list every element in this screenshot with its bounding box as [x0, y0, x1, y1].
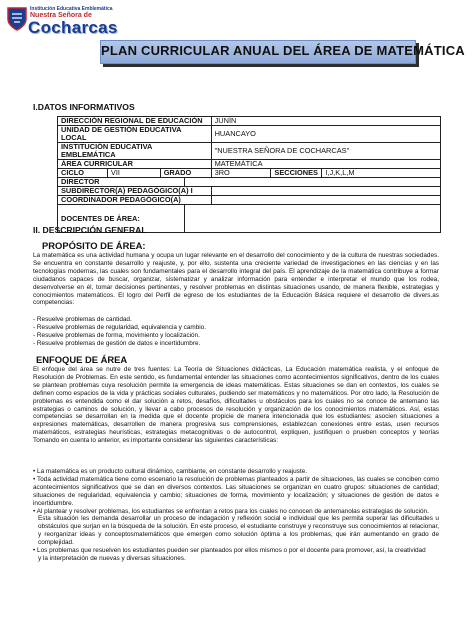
subdirector-label: SUBDIRECTOR(A) PEDAGÓGICO(A) I [58, 187, 212, 196]
secciones-value: I,J,K,L,M [322, 169, 441, 178]
dre-label: DIRECCIÓN REGIONAL DE EDUCACIÓN [58, 117, 212, 126]
ugel-value: HUANCAYO [211, 126, 440, 143]
area-label: ÁREA CURRICULAR [58, 160, 212, 169]
table-row [58, 143, 441, 160]
list-item: - Resuelve problemas de forma, movimiento y localización. [33, 331, 200, 339]
title-banner [100, 40, 465, 64]
datos-table [57, 116, 441, 233]
ciclo-label: CICLO [58, 169, 108, 178]
area-value: MATEMÁTICA [211, 160, 440, 169]
enfoque-paragraph [33, 366, 439, 445]
logo-subtitle: Institución Educativa Emblemática [30, 6, 113, 12]
logo-name-line: Nuestra Señora de [30, 12, 92, 19]
subdirector-value [211, 187, 440, 196]
list-item: y la interpretación de nuevas y diversas situaciones. [38, 554, 186, 562]
logo-name-large: Cocharcas [28, 18, 118, 37]
proposito-heading: PROPÓSITO DE ÁREA: [42, 240, 146, 251]
ugel-label: UNIDAD DE GESTIÓN EDUCATIVA LOCAL [58, 126, 212, 143]
list-item: • Los problemas que resuelven los estudiantes pueden ser planteados por ellos mismos o por el docente para promover, así, la creatividad [33, 547, 426, 555]
ie-value: "NUESTRA SEÑORA DE COCHARCAS" [211, 143, 440, 160]
caracteristicas-list [33, 468, 439, 563]
shield-icon [6, 6, 28, 32]
section-heading-descripcion: II. DESCRIPCIÓN GENERAL [33, 225, 147, 235]
director-label: DIRECTOR [58, 178, 185, 187]
grado-value: 3RO [211, 169, 271, 178]
docentes-label: DOCENTES DE ÁREA: [58, 205, 185, 233]
enfoque-text: El enfoque del área se nutre de tres fuentes: La Teoría de Situaciones didácticas, La Educación matemática realista, y el enfoque de Resolución de Problemas. En este sentido, es fundamental entender las situaciones como acontecimientos significativos, dentro de los cuales se plantean problemas cuya resolución permite la emergencia de ideas matemáticas. Estas situaciones se dan en contextos, los cuales se definen como espacios de la vida y prácticas sociales culturales, pudiendo ser matemáticos y no matemáticos. Por otro lado, la Resolución de problemas es entendida como el dar solución a retos, desafíos, dificultades u obstáculos para los cuales no se conoce de antemano las estrategias o caminos de solución, y llevar a cabo procesos de resolución y organización de los conocimientos matemáticos. Así, estas competencias se desarrollan en la medida que el docente propicie de manera intencionada que los estudiantes: asocien situaciones a expresiones matemáticas, desarrollen de manera progresiva sus comprensiones, establezcan conexiones entre estas, usen recursos matemáticos, estrategias heurísticas, estrategias metacognitivas o de autocontrol, expliquen, justifiquen o prueben conceptos y teorías Tomando en cuenta lo anterior, es importante considerar las siguientes características: [33, 366, 439, 445]
list-item: - Resuelve problemas de regularidad, equivalencia y cambio. [33, 323, 206, 331]
list-item: - Resuelve problemas de gestión de datos e incertidumbre. [33, 339, 201, 347]
list-item: • La matemática es un producto cultural dinámico, cambiante, en constante desarrollo y reajuste. [33, 468, 307, 475]
table-row [58, 169, 441, 178]
proposito-text: La matemática es una actividad humana y ocupa un lugar relevante en el desarrollo del conocimiento y de la cultura de nuestras sociedades. Se encuentra en constante desarrollo y reajuste, y, por ello, sustenta una creciente variedad de investigaciones en las ciencias y en las tecnologías modernas, las cuales son fundamentales para el desarrollo integral del país. El aprendizaje de la matemática contribuye a formar ciudadanos capaces de buscar, organizar, sistematizar y analizar información para entender e interpretar el mundo que los rodea, desenvolverse en él, tomar decisiones pertinentes, y resolver problemas en distintas situaciones usando, de manera flexible, estrategias y conocimientos matemáticos. El logro del Perfil de egreso de los estudiantes de la Educación Básica requiere el desarrollo de divers.as competencias: [33, 252, 439, 307]
docentes-value [184, 205, 440, 233]
school-logo [6, 5, 196, 35]
section-heading-datos: I.DATOS INFORMATIVOS [33, 102, 135, 112]
table-row [58, 196, 441, 205]
coordinador-label: COORDINADOR PEDAGÓGICO(A) [58, 196, 212, 205]
list-item: • Toda actividad matemática tiene como escenario la resolución de problemas planteados a partir de situaciones, las cuales se conciben como acontecimientos significativos que se dan en diversos contextos. Las situaciones se organizan en cuatro grupos: situaciones de cantidad; situaciones de regularidad, equivalencia y cambio; situaciones de forma, movimiento y localización; y situaciones de gestión de datos e incertidumbre. [33, 475, 439, 507]
director-value [184, 178, 440, 187]
list-item: • Al plantear y resolver problemas, los estudiantes se enfrentan a retos para los cuales no conocen de antemanolas estrategias de solución. [33, 507, 429, 515]
document-title: PLAN CURRICULAR ANUAL DEL ÁREA DE MATEMÁTICA [101, 43, 465, 58]
secciones-label: SECCIONES [271, 169, 322, 178]
competencias-list [33, 316, 439, 348]
proposito-paragraph [33, 252, 439, 307]
list-item: Esta situación les demanda desarrollar un proceso de indagación y reflexión social e individual que les permita superar las dificultades u obstáculos que surjan en la búsqueda de la solución. En este proceso, el estudiante construye y reconstruye sus conocimientos al relacionar, y reorganizar ideas y conceptosmatemáticos que emergen como solución óptima a los problemas, que irán aumentando en grado de complejidad. [38, 515, 439, 547]
table-row [58, 126, 441, 143]
ciclo-value: VII [107, 169, 160, 178]
enfoque-heading: ENFOQUE DE ÁREA [36, 354, 128, 365]
ie-label: INSTITUCIÓN EDUCATIVA EMBLEMÁTICA [58, 143, 212, 160]
grado-label: GRADO [160, 169, 211, 178]
list-item: - Resuelve problemas de cantidad. [33, 316, 132, 323]
dre-value: JUNÍN [211, 117, 440, 126]
coordinador-value [211, 196, 440, 205]
